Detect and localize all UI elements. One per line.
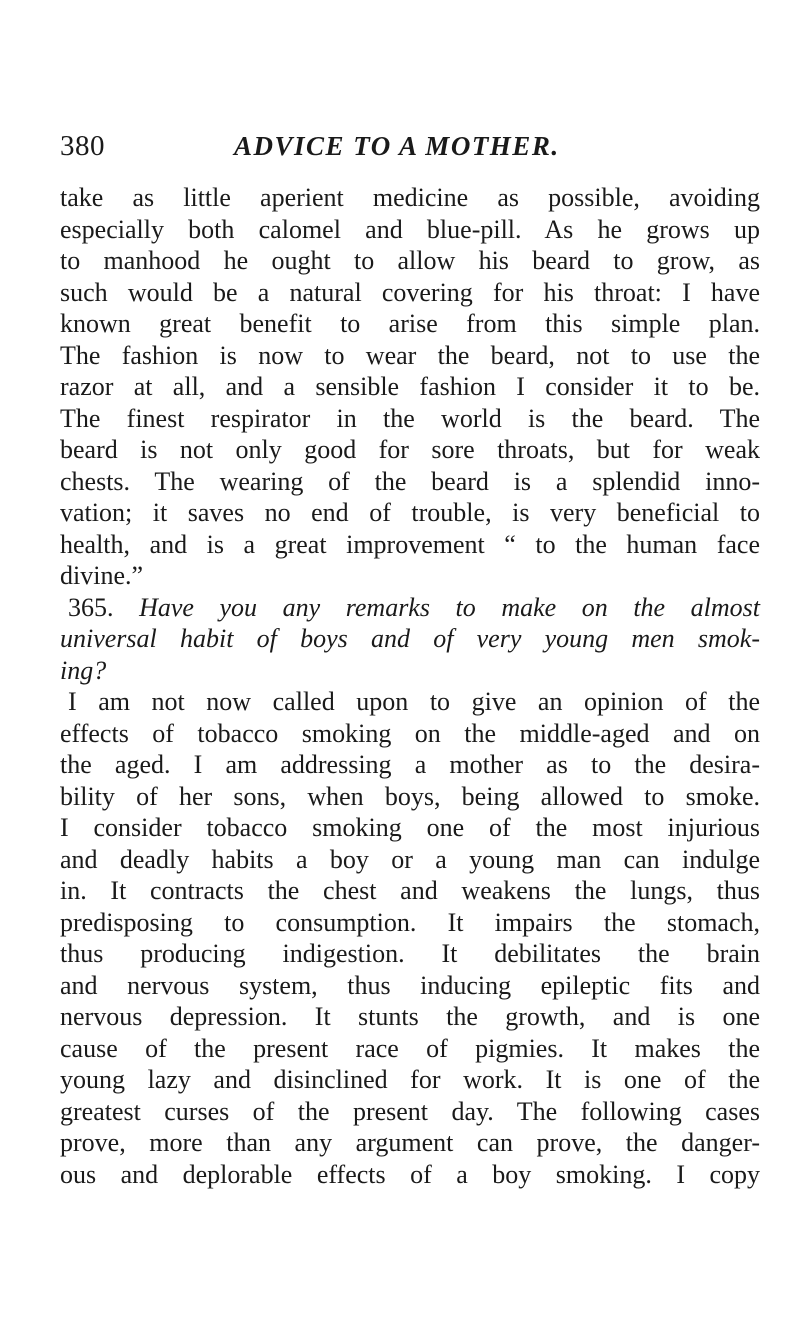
text-line: prove, more than any argument can prove, the danger- — [60, 1128, 760, 1157]
running-title: ADVICE TO A MOTHER. — [234, 131, 560, 161]
question-line: ing? — [60, 655, 107, 685]
text-line: greatest curses of the present day. The following cases — [60, 1096, 760, 1126]
text-line: cause of the present race of pigmies. It makes the — [60, 1033, 760, 1063]
text-line: beard is not only good for sore throats, but for weak — [60, 435, 760, 464]
question-text: Have you any remarks to make on the almost — [139, 592, 761, 622]
text-line: vation; it saves no end of trouble, is very beneficial to — [60, 498, 760, 527]
text-line: nervous depression. It stunts the growth, and is one — [60, 1002, 760, 1031]
question-line: universal habit of boys and of very young men smok- — [60, 624, 760, 653]
running-head — [60, 126, 760, 166]
text-line: chests. The wearing of the beard is a splendid inno- — [60, 466, 760, 496]
text-line: thus producing indigestion. It debilitates the brain — [60, 939, 760, 968]
text-line: take as little aperient medicine as possible, avoiding — [60, 183, 760, 212]
text-line: The finest respirator in the world is the beard. The — [60, 403, 760, 433]
text-line: divine.” — [60, 561, 144, 590]
text-line: I am not now called upon to give an opinion of the — [68, 687, 760, 716]
text-line: The fashion is now to wear the beard, not to use the — [60, 340, 760, 370]
text-line: bility of her sons, when boys, being allowed to smoke. — [60, 781, 760, 811]
text-line: especially both calomel and blue-pill. As he grows up — [60, 214, 760, 244]
text-line: such would be a natural covering for his throat: I have — [60, 277, 760, 307]
text-line: the aged. I am addressing a mother as to the desira- — [60, 750, 760, 779]
text-line: to manhood he ought to allow his beard to grow, as — [60, 246, 760, 275]
text-line: young lazy and disinclined for work. It is one of the — [60, 1065, 760, 1094]
page-number: 380 — [60, 130, 105, 162]
text-line: known great benefit to arise from this simple plan. — [60, 309, 760, 338]
text-line: and nervous system, thus inducing epileptic fits and — [60, 970, 760, 1000]
question-number: 365. — [68, 592, 114, 622]
text-line: I consider tobacco smoking one of the most injurious — [60, 813, 760, 842]
text-line: effects of tobacco smoking on the middle-aged and on — [60, 718, 760, 748]
question-line — [60, 592, 760, 624]
body-text — [60, 182, 760, 1190]
text-line: predisposing to consumption. It impairs the stomach, — [60, 907, 760, 937]
text-line: ous and deplorable effects of a boy smoking. I copy — [60, 1159, 760, 1189]
text-line: health, and is a great improvement “ to the human face — [60, 529, 760, 559]
text-line: in. It contracts the chest and weakens the lungs, thus — [60, 876, 760, 905]
text-line: and deadly habits a boy or a young man can indulge — [60, 844, 760, 874]
text-line: razor at all, and a sensible fashion I consider it to be. — [60, 372, 760, 401]
